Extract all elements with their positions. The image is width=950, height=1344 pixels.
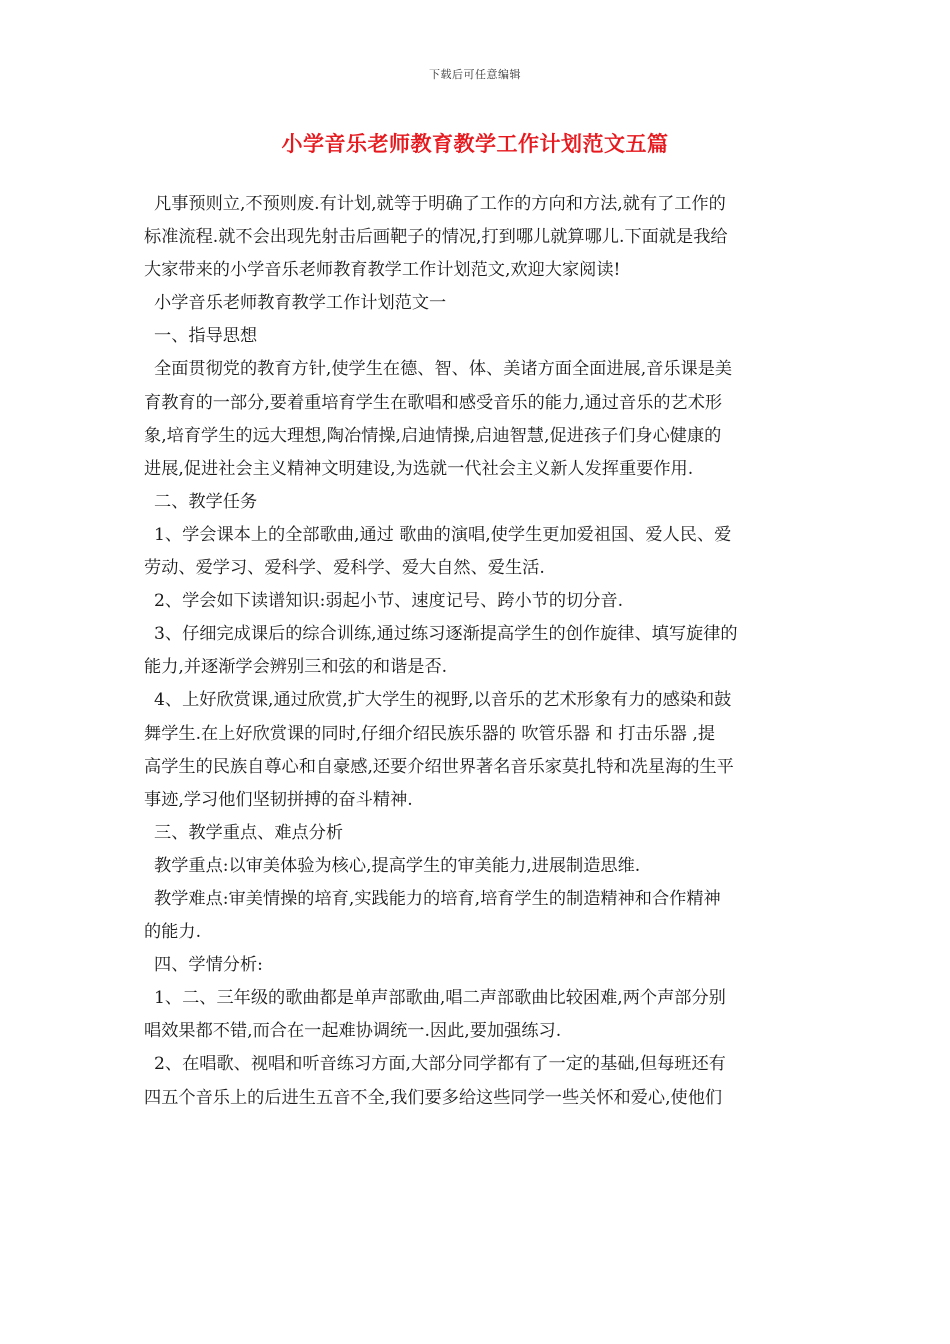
text-line: 四五个音乐上的后进生五音不全,我们要多给这些同学一些关怀和爱心,使他们 <box>144 1087 723 1108</box>
text-line: 象,培育学生的远大理想,陶冶情操,启迪情操,启迪智慧,促进孩子们身心健康的 <box>144 425 722 446</box>
text-line: 小学音乐老师教育教学工作计划范文一 <box>154 293 447 314</box>
text-line: 舞学生.在上好欣赏课的同时,仔细介绍民族乐器的 吹管乐器 和 打击乐器 ,提 <box>144 723 716 744</box>
text-line: 四、学情分析: <box>154 955 263 976</box>
text-line: 2、在唱歌、视唱和听音练习方面,大部分同学都有了一定的基础,但每班还有 <box>154 1054 726 1075</box>
text-line: 唱效果都不错,而合在一起难协调统一.因此,要加强练习. <box>144 1021 562 1042</box>
text-line: 标准流程.就不会出现先射击后画靶子的情况,打到哪儿就算哪儿.下面就是我给 <box>144 227 728 248</box>
text-line: 凡事预则立,不预则废.有计划,就等于明确了工作的方向和方法,就有了工作的 <box>154 194 726 214</box>
text-line: 一、指导思想 <box>154 326 258 347</box>
text-line: 教学重点:以审美体验为核心,提高学生的审美能力,进展制造思维. <box>154 855 641 876</box>
text-line: 2、学会如下读谱知识:弱起小节、速度记号、跨小节的切分音. <box>154 591 624 612</box>
text-line: 事迹,学习他们坚韧拼搏的奋斗精神. <box>144 789 413 810</box>
text-line: 全面贯彻党的教育方针,使学生在德、智、体、美诸方面全面进展,音乐课是美 <box>154 359 733 380</box>
text-line: 1、学会课本上的全部歌曲,通过 歌曲的演唱,使学生更加爱祖国、爱人民、爱 <box>154 524 732 545</box>
document-body <box>144 188 808 1115</box>
text-line: 3、仔细完成课后的综合训练,通过练习逐渐提高学生的创作旋律、填写旋律的 <box>154 624 738 645</box>
text-line: 二、教学任务 <box>154 491 258 512</box>
text-line: 育教育的一部分,要着重培育学生在歌唱和感受音乐的能力,通过音乐的艺术形 <box>144 392 723 413</box>
text-line: 进展,促进社会主义精神文明建设,为选就一代社会主义新人发挥重要作用. <box>144 458 694 479</box>
text-line: 劳动、爱学习、爱科学、爱科学、爱大自然、爱生活. <box>144 558 545 579</box>
document-title: 小学音乐老师教育教学工作计划范文五篇 <box>281 131 669 156</box>
text-line: 1、二、三年级的歌曲都是单声部歌曲,唱二声部歌曲比较困难,两个声部分别 <box>154 988 726 1009</box>
text-line: 4、上好欣赏课,通过欣赏,扩大学生的视野,以音乐的艺术形象有力的感染和鼓 <box>154 690 732 711</box>
text-line: 教学难点:审美情操的培育,实践能力的培育,培育学生的制造精神和合作精神 <box>154 888 721 909</box>
text-line: 高学生的民族自尊心和自豪感,还要介绍世界著名音乐家莫扎特和冼星海的生平 <box>144 756 734 777</box>
text-line: 能力,并逐渐学会辨别三和弦的和谐是否. <box>144 657 448 678</box>
header-note: 下载后可任意编辑 <box>429 68 521 81</box>
text-line: 大家带来的小学音乐老师教育教学工作计划范文,欢迎大家阅读! <box>144 260 621 281</box>
text-line: 三、教学重点、难点分析 <box>154 822 344 843</box>
text-line: 的能力. <box>144 922 202 943</box>
